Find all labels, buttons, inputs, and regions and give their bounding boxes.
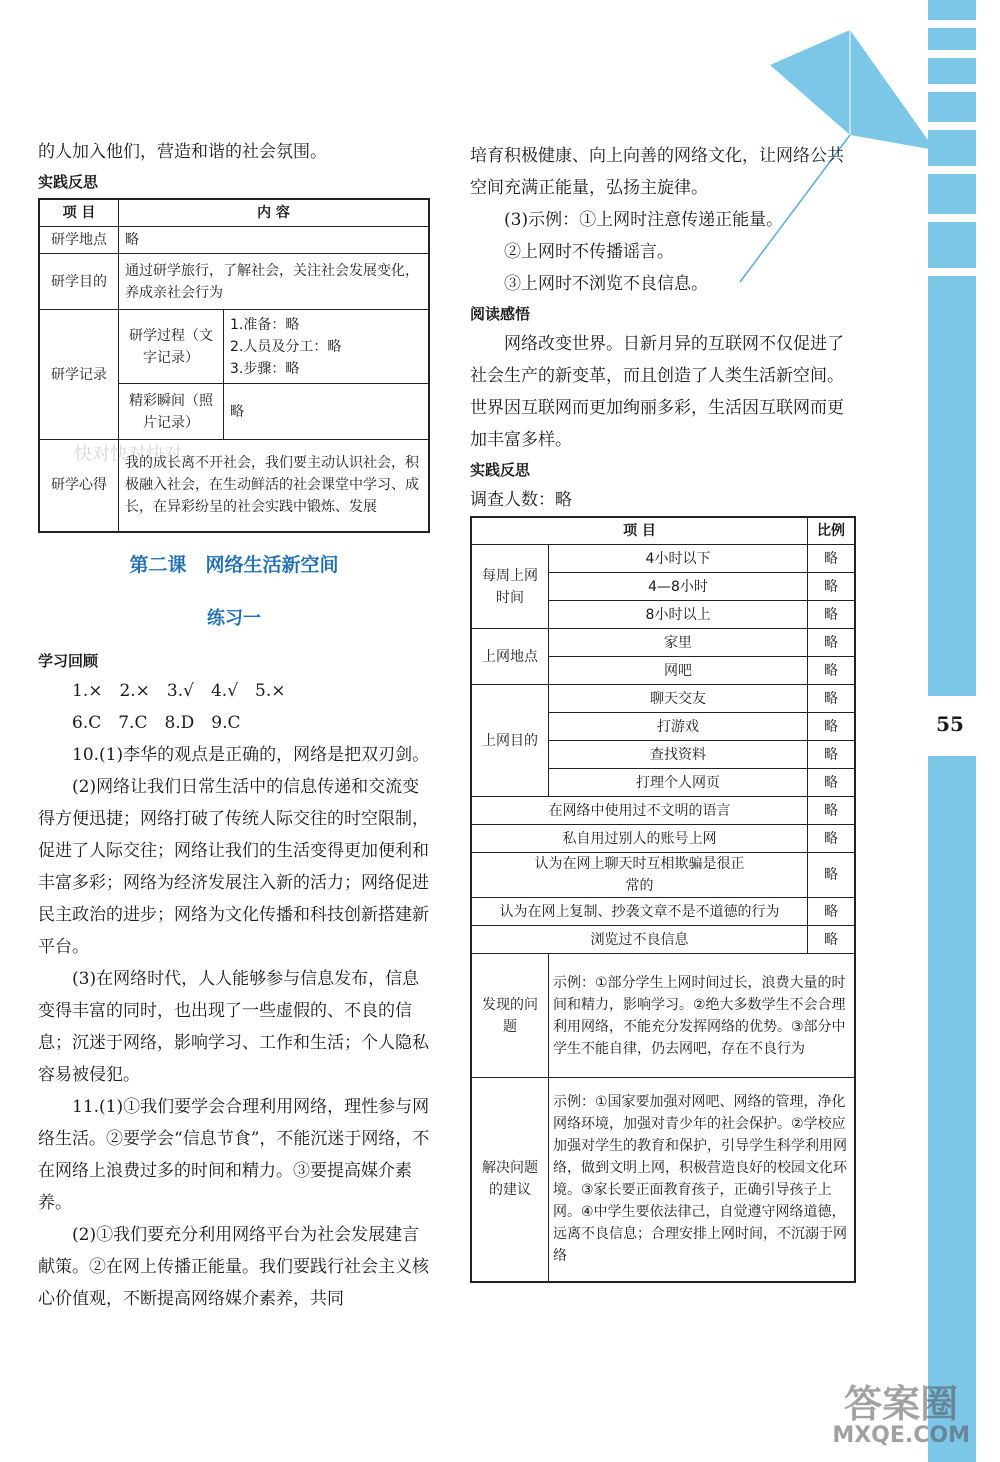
col-content: 内 容 — [119, 199, 430, 227]
process-line: 3.步骤：略 — [230, 360, 300, 377]
moment-value: 略 — [224, 384, 430, 440]
table-cell: 认为在网上复制、抄袭文章不是不道德的行为 — [471, 898, 808, 926]
ratio-cell: 略 — [808, 601, 856, 629]
ratio-cell: 略 — [808, 769, 856, 797]
col-ratio: 比例 — [808, 517, 856, 545]
purpose-label: 上网目的 — [471, 685, 549, 797]
found-label: 发现的问题 — [471, 954, 549, 1078]
process-label: 研学过程（文字记录） — [119, 310, 224, 384]
ratio-cell: 略 — [808, 573, 856, 601]
ratio-cell: 略 — [808, 713, 856, 741]
ratio-cell: 略 — [808, 853, 856, 898]
example-line-2: ②上网时不传播谣言。 — [504, 242, 674, 262]
ratio-cell: 略 — [808, 657, 856, 685]
record-label: 研学记录 — [39, 310, 119, 440]
suggest-label: 解决问题的建议 — [471, 1078, 549, 1282]
review-title: 学习回顾 — [38, 651, 99, 670]
col-item: 项 目 — [39, 199, 119, 227]
watermark-logo-top: 答案圈 — [844, 1382, 959, 1426]
place-label: 上网地点 — [471, 629, 549, 685]
table-cell: 打理个人网页 — [549, 769, 808, 797]
table-cell: 家里 — [549, 629, 808, 657]
table-cell: 4小时以下 — [549, 545, 808, 573]
process-value — [224, 310, 430, 384]
ratio-cell: 略 — [808, 797, 856, 825]
weekly-label: 每周上网时间 — [471, 545, 549, 629]
ratio-cell: 略 — [808, 926, 856, 954]
example-line-1: (3)示例：①上网时注意传递正能量。 — [504, 210, 784, 230]
goal-label: 研学目的 — [39, 254, 119, 310]
watermark-logo — [832, 1384, 970, 1448]
place-label: 研学地点 — [39, 227, 119, 254]
continued-text: 培育积极健康、向上向善的网络文化，让网络公共空间充满正能量，弘扬主旋律。 — [470, 146, 844, 198]
ratio-cell: 略 — [808, 545, 856, 573]
page-number: 55 — [936, 712, 964, 736]
q11-part1: 11.(1)①我们要学会合理利用网络，理性参与网络生活。②要学会“信息节食”，不能沉迷于网络，不在网络上浪费过多的时间和精力。③要提高媒介素养。 — [38, 1096, 430, 1213]
found-text: 示例：①部分学生上网时间过长，浪费大量的时间和精力，影响学习。②绝大多数学生不会合理利用网络，不能充分发挥网络的优势。③部分中学生不能自律，仍去网吧，存在不良行为 — [549, 954, 856, 1078]
table-cell: 查找资料 — [549, 741, 808, 769]
process-line: 1.准备：略 — [230, 316, 300, 333]
goal-value: 通过研学旅行，了解社会，关注社会发展变化，养成亲社会行为 — [119, 254, 430, 310]
table-cell: 认为在网上聊天时互相欺骗是很正常的 — [471, 853, 808, 898]
table-cell: 浏览过不良信息 — [471, 926, 808, 954]
practice-title: 实践反思 — [38, 173, 99, 191]
left-column — [38, 136, 430, 1315]
reading-text: 网络改变世界。日新月异的互联网不仅促进了社会生产的新变革，而且创造了人类生活新空间。世界因互联网而更加绚丽多彩，生活因互联网而更加丰富多样。 — [470, 334, 844, 450]
ratio-cell: 略 — [808, 685, 856, 713]
ratio-cell: 略 — [808, 825, 856, 853]
table-cell: 网吧 — [549, 657, 808, 685]
col-item: 项 目 — [471, 517, 808, 545]
survey-table — [470, 516, 856, 1283]
suggest-text: 示例：①国家要加强对网吧、网络的管理，净化网络环境，加强对青少年的社会保护。②学校应加强对学生的教育和保护，引导学生科学利用网络，做到文明上网，积极营造良好的校园文化环境。③家长要正面教育孩子，正确引导孩子上网。④中学生要依法律己，自觉遵守网络道德，远离不良信息；合理安排上网时间，不沉溺于网络 — [549, 1078, 856, 1282]
intro-line: 的人加入他们，营造和谐的社会氛围。 — [38, 142, 327, 162]
q11-part2: (2)①我们要充分利用网络平台为社会发展建言献策。②在网上传播正能量。我们要践行社会主义核心价值观，不断提高网络媒介素养，共同 — [38, 1224, 429, 1309]
watermark-logo-bottom: MXQE.COM — [832, 1423, 970, 1448]
table-cell: 8小时以上 — [549, 601, 808, 629]
ratio-cell: 略 — [808, 629, 856, 657]
ratio-cell: 略 — [808, 898, 856, 926]
answers-line-2: 6.C 7.C 8.D 9.C — [72, 712, 241, 733]
reading-title: 阅读感悟 — [470, 305, 531, 323]
feel-label: 研学心得 — [39, 440, 119, 532]
place-value: 略 — [119, 227, 430, 254]
lesson-title: 第二课 网络生活新空间 — [129, 553, 339, 576]
q10-part1: 10.(1)李华的观点是正确的，网络是把双刃剑。 — [72, 744, 430, 765]
survey-count: 调查人数：略 — [470, 490, 572, 510]
watermark-text: 快对快对快对 — [74, 444, 182, 465]
process-line: 2.人员及分工：略 — [230, 338, 342, 355]
study-trip-table — [38, 198, 430, 533]
exercise-title: 练习一 — [207, 607, 261, 629]
example-line-3: ③上网时不浏览不良信息。 — [504, 274, 708, 294]
table-cell: 聊天交友 — [549, 685, 808, 713]
feel-value: 我的成长离不开社会，我们要主动认识社会，积极融入社会，在生动鲜活的社会课堂中学习、成长，在异彩纷呈的社会实践中锻炼、发展 — [119, 440, 430, 532]
moment-label: 精彩瞬间（照片记录） — [119, 384, 224, 440]
table-cell: 私自用过别人的账号上网 — [471, 825, 808, 853]
table-cell: 4—8小时 — [549, 573, 808, 601]
answers-line-1: 1.× 2.× 3.√ 4.√ 5.× — [72, 680, 286, 701]
q10-part2: (2)网络让我们日常生活中的信息传递和交流变得方便迅捷；网络打破了传统人际交往的时空限制，促进了人际交往；网络让我们的生活变得更加便利和丰富多彩；网络为经济发展注入新的活力；网络促进民主政治的进步；网络为文化传播和科技创新搭建新平台。 — [38, 776, 429, 957]
table-cell: 在网络中使用过不文明的语言 — [471, 797, 808, 825]
table-cell: 打游戏 — [549, 713, 808, 741]
ratio-cell: 略 — [808, 741, 856, 769]
practice-title-right: 实践反思 — [470, 461, 531, 479]
q10-part3: (3)在网络时代，人人能够参与信息发布，信息变得丰富的同时，也出现了一些虚假的、不良的信息；沉迷于网络，影响学习、工作和生活；个人隐私容易被侵犯。 — [38, 968, 429, 1085]
right-column — [470, 140, 856, 1283]
